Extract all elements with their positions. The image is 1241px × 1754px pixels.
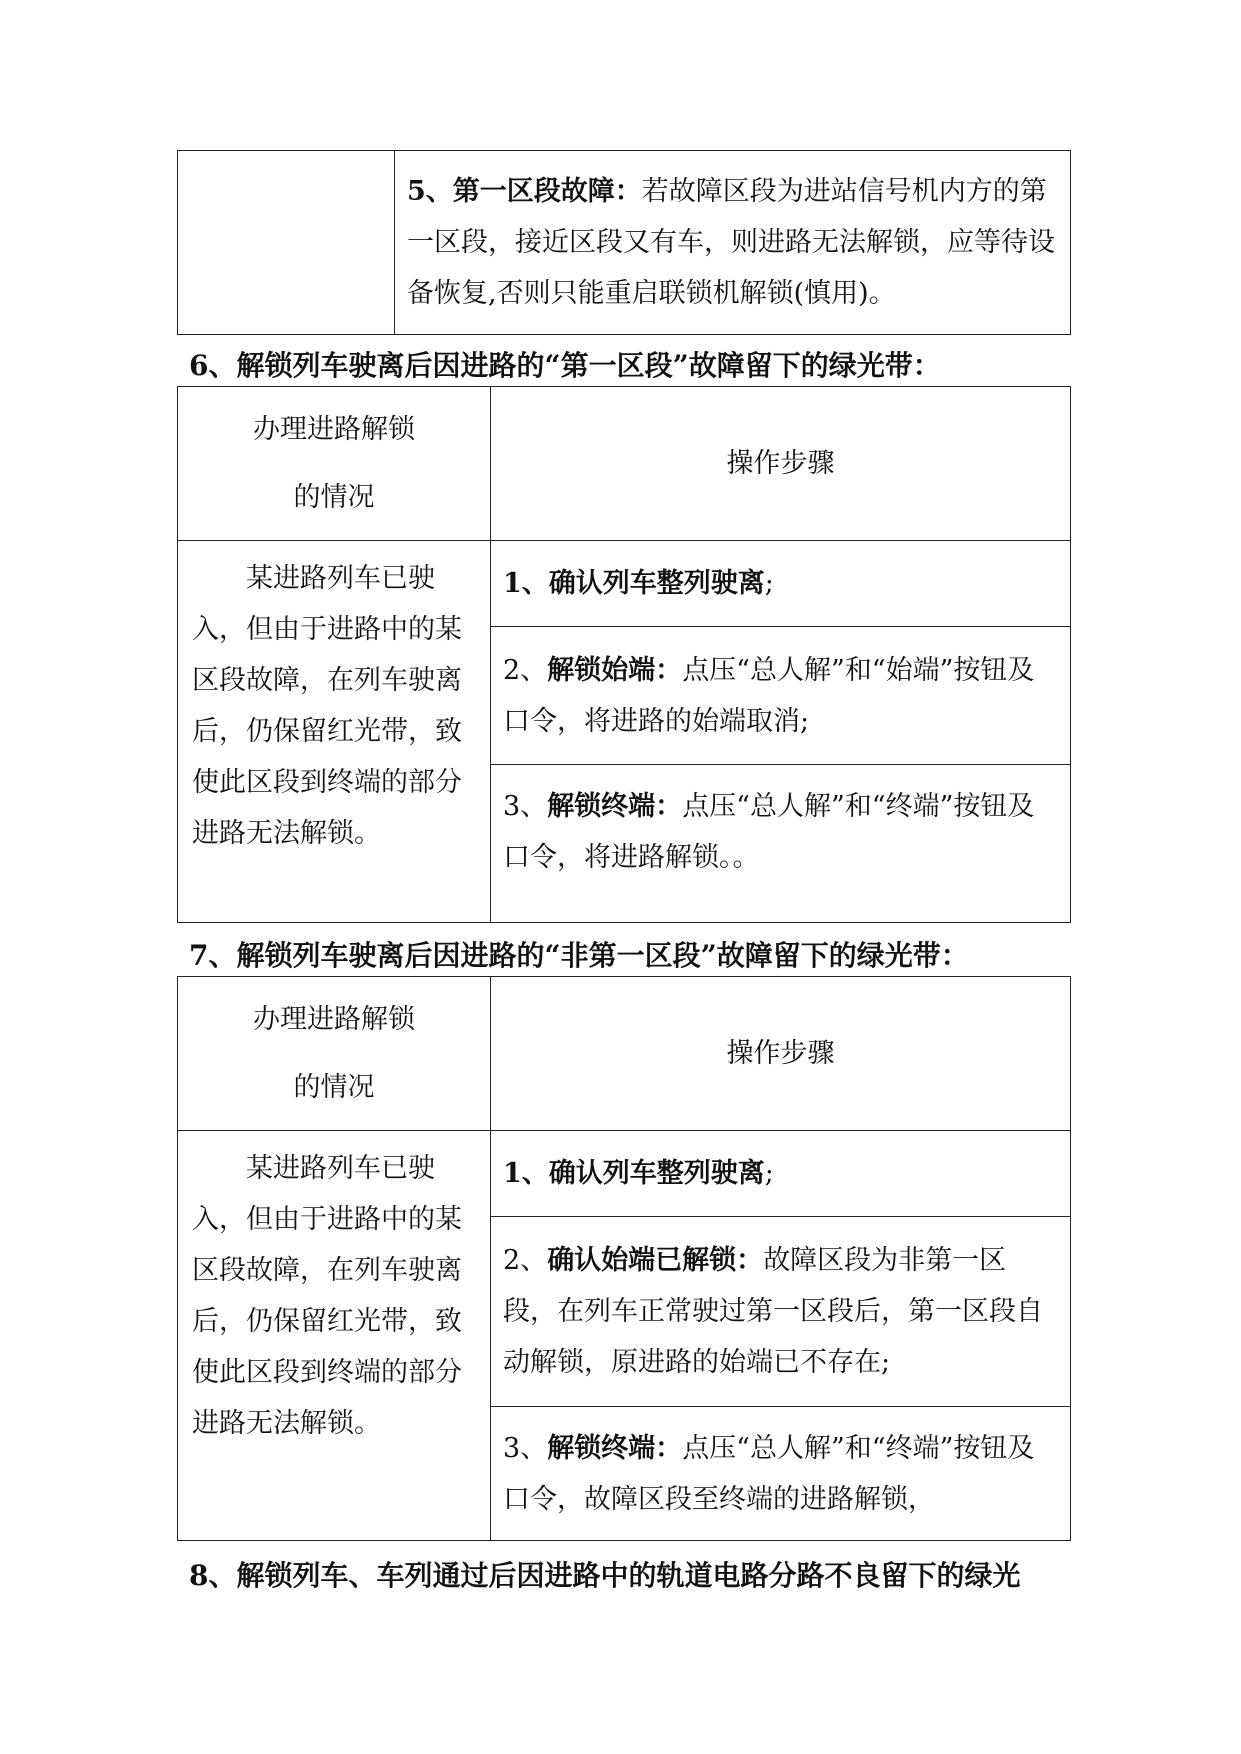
step-3-prefix: 3、 — [503, 791, 548, 822]
step-2 — [491, 627, 1071, 765]
header-situation — [178, 387, 491, 541]
step-2-prefix: 2、 — [503, 1245, 548, 1276]
section5-text: 若故障区段为进站信号机内方的第一区段，接近区段又有车，则进路无法解锁，应等待设备恢复,否则只能重启联锁机解锁(慎用)。 — [407, 176, 1055, 309]
step-3-bold: 解锁终端： — [547, 791, 683, 822]
section7-heading: 7、解锁列车驶离后因进路的“非第一区段”故障留下的绿光带： — [189, 939, 969, 972]
step-3 — [491, 765, 1071, 923]
step-2-bold: 解锁始端： — [547, 654, 683, 686]
step-3-bold: 解锁终端： — [547, 1432, 683, 1464]
header-situation-line2: 的情况 — [293, 1071, 375, 1103]
step-1 — [491, 1131, 1071, 1217]
header-steps: 操作步骤 — [491, 977, 1071, 1131]
step-3-text: 点压“总人解”和“终端”按钮及口令，将进路解锁。。 — [503, 791, 1035, 873]
section5-title: 5、第一区段故障： — [407, 176, 642, 207]
step-1-bold: 1、确认列车整列驶离 — [503, 568, 765, 599]
step-1-text: ; — [764, 568, 774, 599]
step-1-bold: 1、确认列车整列驶离 — [503, 1158, 765, 1189]
section6-table — [177, 386, 1071, 923]
header-situation-line1: 办理进路解锁 — [253, 413, 415, 445]
section5-cell — [395, 151, 1071, 335]
step-1 — [491, 541, 1071, 627]
step-2-prefix: 2、 — [503, 654, 548, 686]
case-description: 某进路列车已驶入，但由于进路中的某区段故障，在列车驶离后，仍保留红光带，致使此区段到终端的部分进路无法解锁。 — [178, 541, 491, 923]
section7-table — [177, 976, 1071, 1541]
step-2-text: 点压“总人解”和“始端”按钮及口令，将进路的始端取消; — [503, 654, 1035, 737]
step-2 — [491, 1217, 1071, 1407]
step-3-prefix: 3、 — [503, 1432, 548, 1464]
header-situation — [178, 977, 491, 1131]
case-description: 某进路列车已驶入，但由于进路中的某区段故障，在列车驶离后，仍保留红光带，致使此区段到终端的部分进路无法解锁。 — [178, 1131, 491, 1541]
step-3-text: 点压“总人解”和“终端”按钮及口令，故障区段至终端的进路解锁， — [503, 1432, 1035, 1515]
step-2-bold: 确认始端已解锁： — [547, 1245, 764, 1276]
step-2-text: 故障区段为非第一区段，在列车正常驶过第一区段后，第一区段自动解锁，原进路的始端已不存在; — [503, 1245, 1043, 1378]
section8-heading: 8、解锁列车、车列通过后因进路中的轨道电路分路不良留下的绿光 — [189, 1559, 1021, 1592]
step-3 — [491, 1407, 1071, 1541]
continuation-table — [177, 150, 1071, 335]
empty-cell — [178, 151, 395, 335]
step-1-text: ; — [764, 1158, 774, 1189]
header-steps: 操作步骤 — [491, 387, 1071, 541]
header-situation-line1: 办理进路解锁 — [253, 1003, 415, 1035]
section6-heading: 6、解锁列车驶离后因进路的“第一区段”故障留下的绿光带： — [189, 349, 941, 382]
header-situation-line2: 的情况 — [293, 481, 375, 513]
